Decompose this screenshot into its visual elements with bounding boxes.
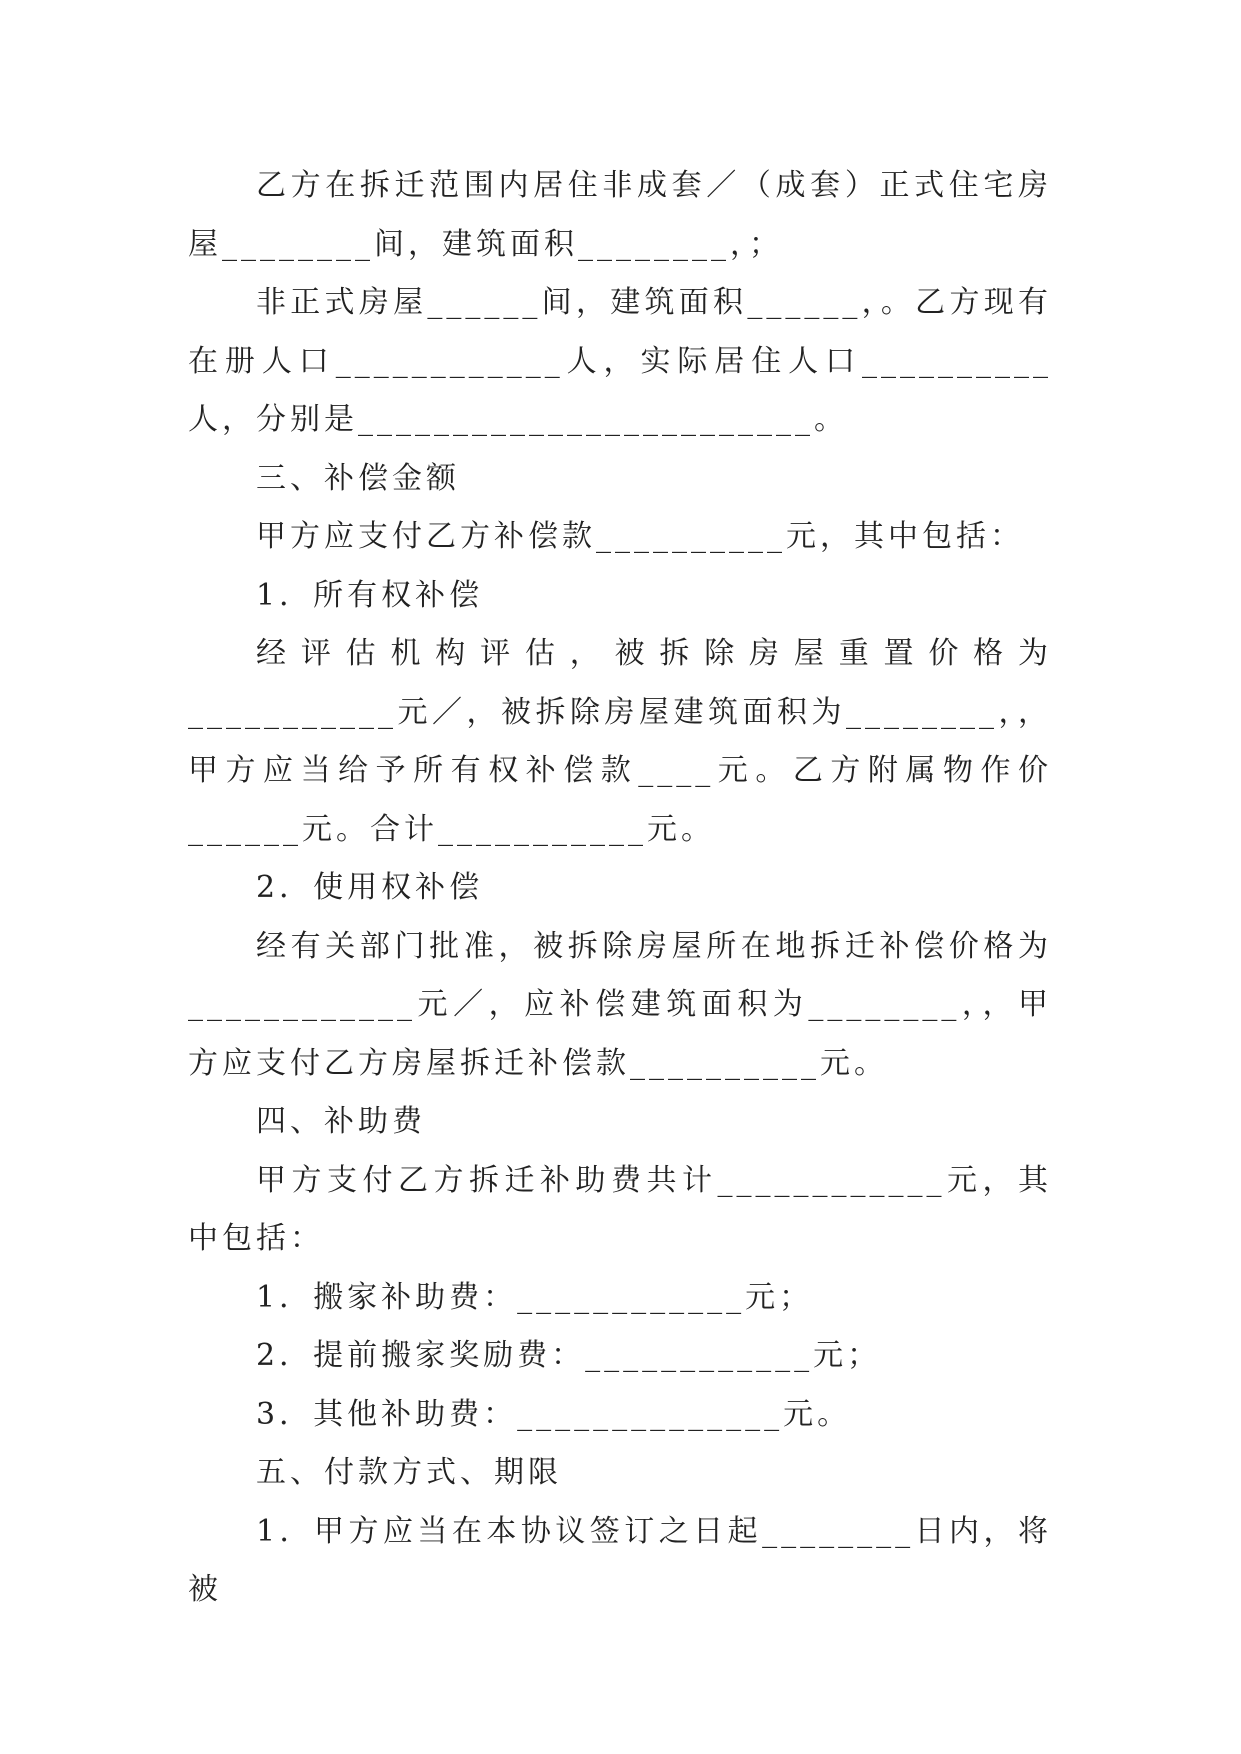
subheading-use-right: 2．使用权补偿 [256,870,484,905]
subheading-ownership: 1．所有权补偿 [256,577,484,613]
section-heading-payment: 五、付款方式、期限 [256,1455,562,1490]
paragraph-compensation-total: 甲方应支付乙方补偿款__________元，其中包括： [256,519,1024,554]
list-item-early-moving-reward: 2．提前搬家奖励费：____________元； [256,1338,882,1373]
section-heading-subsidy: 四、补助费 [256,1104,426,1139]
document-body [188,157,1052,1620]
paragraph-residence: 乙方在拆迁范围内居住非成套／（成套）正式住宅房屋________间，建筑面积________，； [188,168,1052,262]
paragraph-informal-housing: 非正式房屋______间，建筑面积______，。乙方现有在册人口____________人，实际居住人口__________人，分别是________________________。 [188,285,1052,437]
section-heading-compensation: 三、补偿金额 [256,460,460,496]
paragraph-use-right: 经有关部门批准，被拆除房屋所在地拆迁补偿价格为____________元／，应补偿建筑面积为________，，甲方应支付乙方房屋拆迁补偿款__________元。 [188,928,1052,1081]
list-item-moving-subsidy: 1．搬家补助费：____________元； [256,1279,814,1315]
paragraph-subsidy-total: 甲方支付乙方拆迁补助费共计____________元，其中包括： [188,1162,1052,1256]
paragraph-payment-term: 1．甲方应当在本协议签订之日起________日内，将被 [188,1513,1052,1607]
paragraph-ownership: 经评估机构评估，被拆除房屋重置价格为___________元／，被拆除房屋建筑面积为________，，甲方应当给予所有权补偿款____元。乙方附属物作价______元。合计___________元。 [188,636,1052,847]
list-item-other-subsidy: 3．其他补助费：______________元。 [256,1396,852,1432]
